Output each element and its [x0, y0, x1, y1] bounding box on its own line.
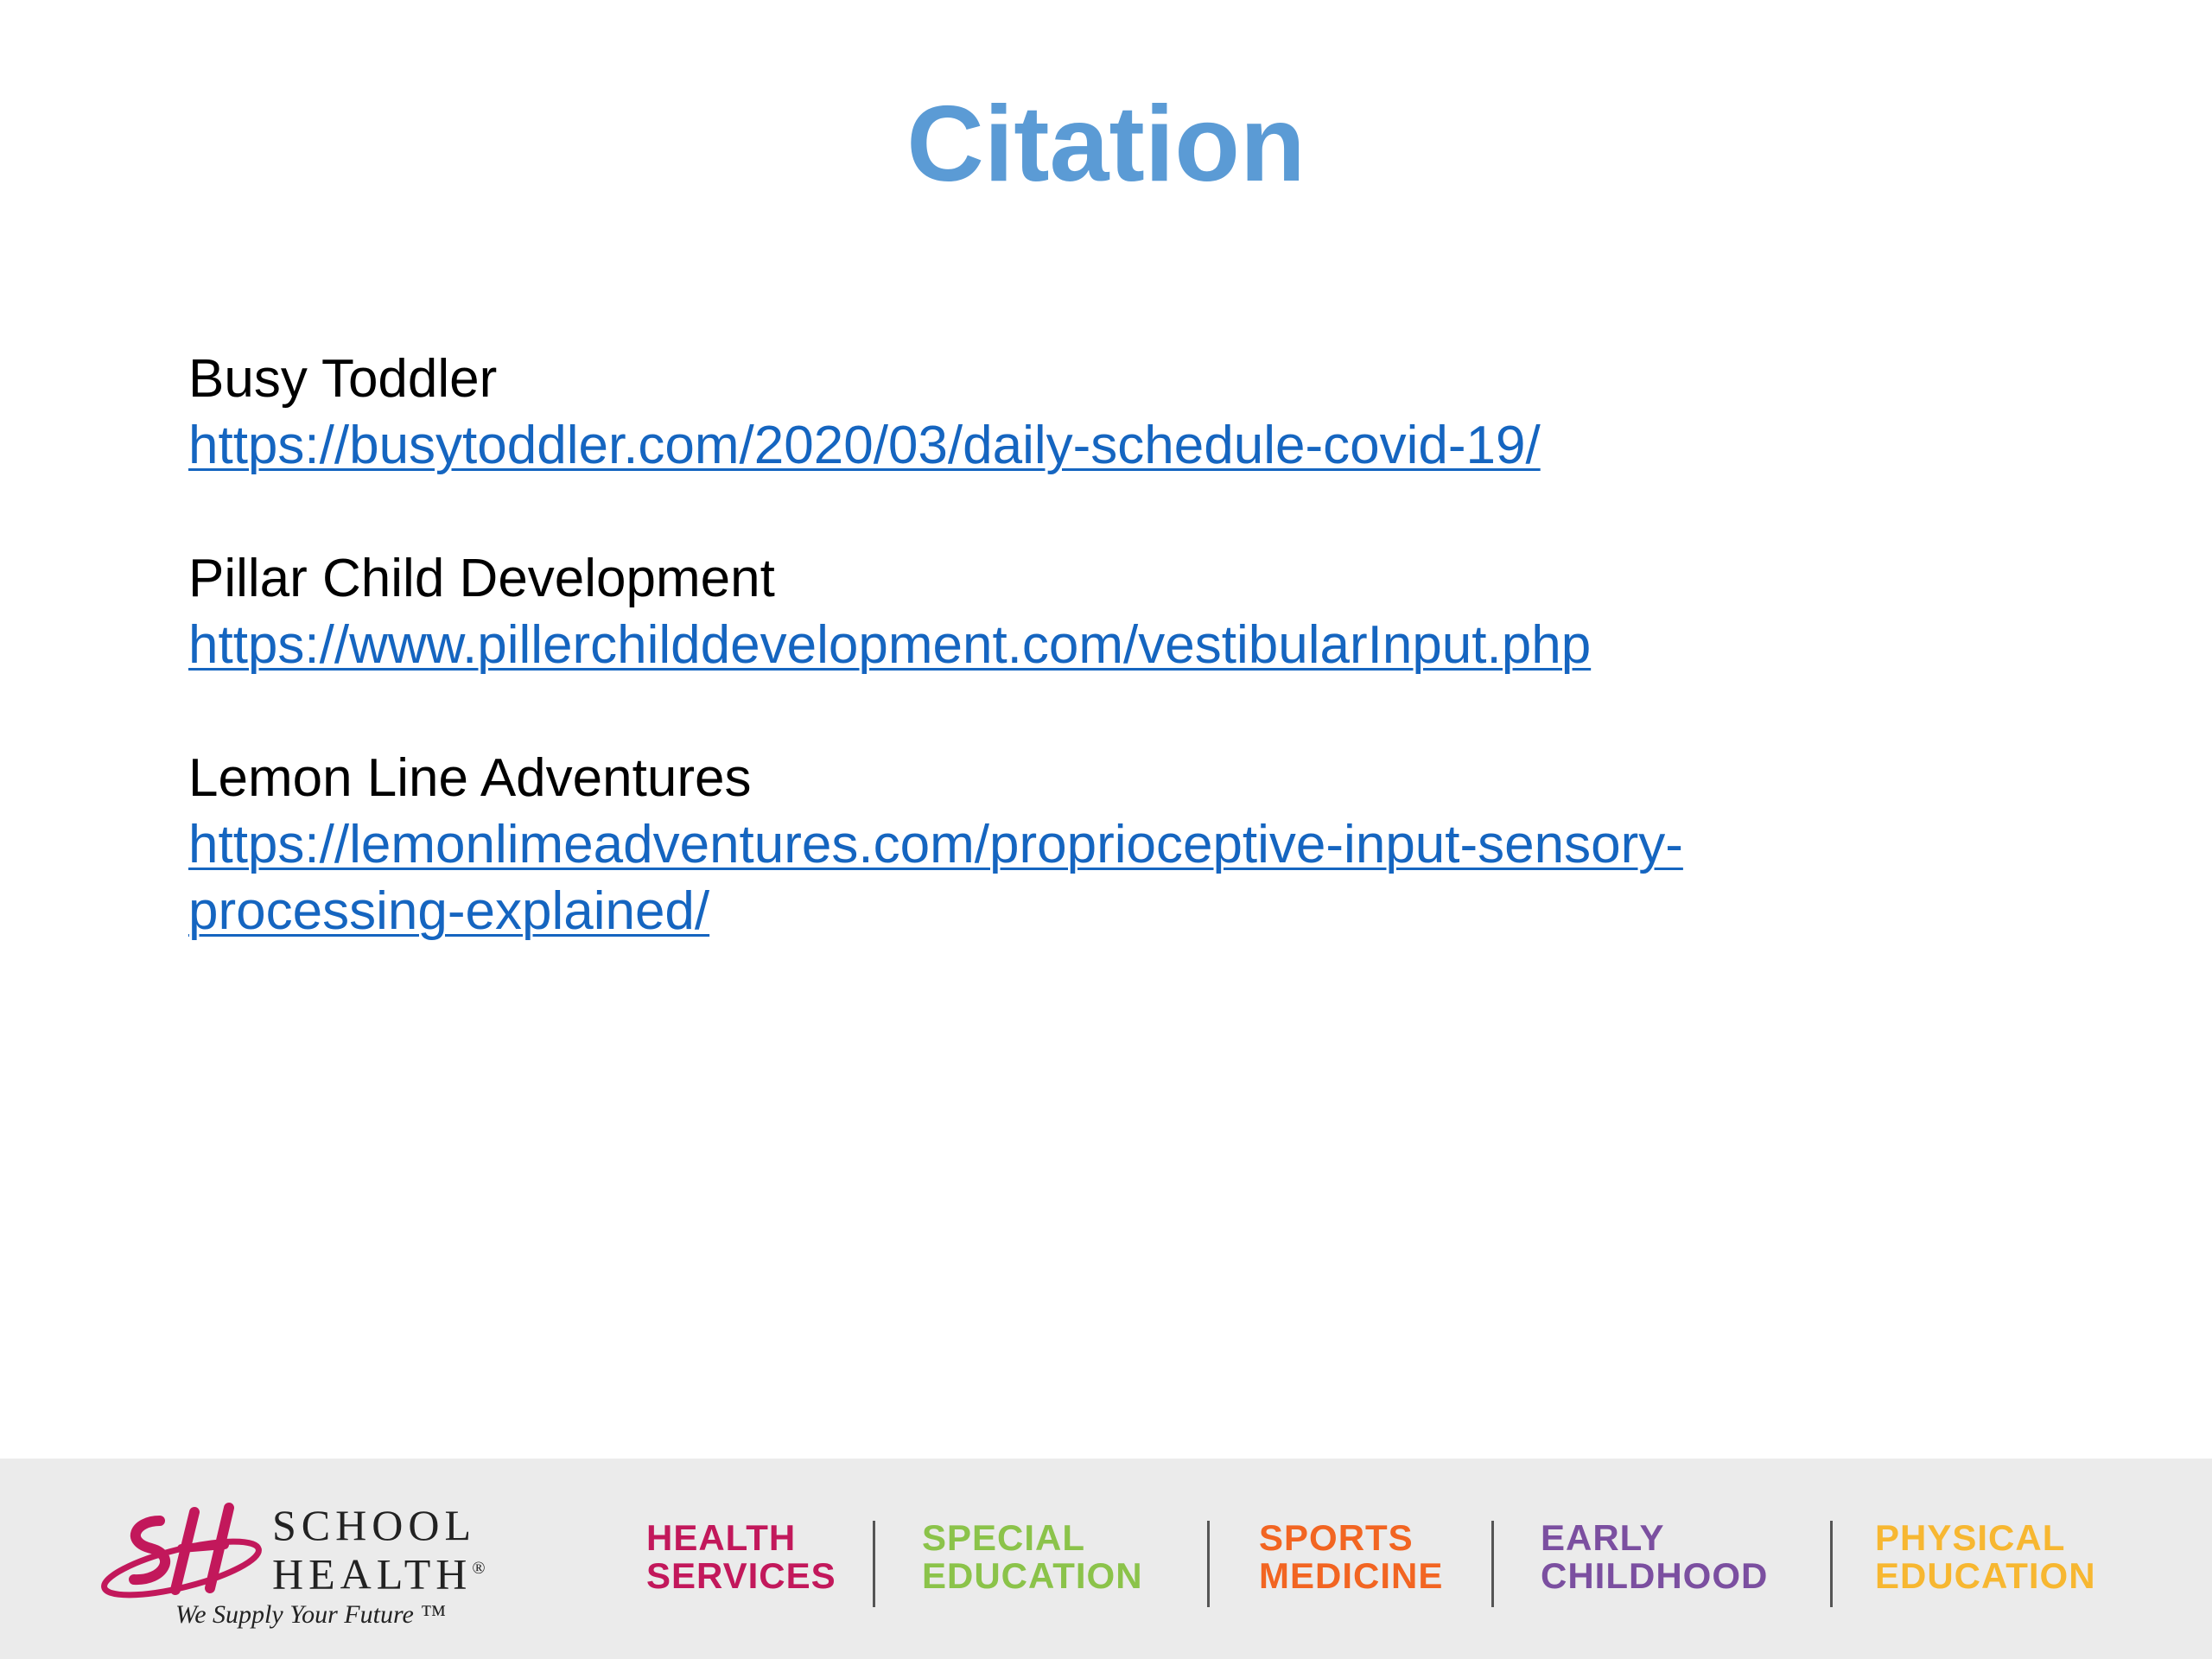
category-sports-medicine: SPORTS MEDICINE [1259, 1517, 1444, 1596]
citation-entry [188, 545, 2003, 678]
logo-health-text: HEALTH [272, 1549, 473, 1599]
citation-link[interactable]: https://www.pillerchilddevelopment.com/vestibularInput.php [188, 615, 1592, 675]
divider [1830, 1521, 1833, 1607]
citation-name: Lemon Line Adventures [188, 748, 752, 808]
category-special-education: SPECIAL EDUCATION [922, 1517, 1143, 1596]
divider [1207, 1521, 1210, 1607]
logo-wordmark [272, 1501, 491, 1599]
school-health-logo [99, 1495, 514, 1642]
citation-entry [188, 346, 2003, 479]
logo-line-health [272, 1547, 491, 1599]
footer-bar [0, 1459, 2212, 1659]
citation-entry [188, 745, 2003, 944]
registered-mark: ® [472, 1559, 491, 1578]
divider [1491, 1521, 1494, 1607]
divider [873, 1521, 875, 1607]
citation-link[interactable]: https://lemonlimeadventures.com/proprioceptive-input-sensory- processing-explained/ [188, 815, 1683, 941]
sh-logo-mark-icon [99, 1495, 272, 1607]
citation-link[interactable]: https://busytoddler.com/2020/03/daily-schedule-covid-19/ [188, 416, 1541, 475]
logo-tagline: We Supply Your Future ™ [175, 1600, 446, 1629]
category-health-services: HEALTH SERVICES [646, 1517, 836, 1596]
citation-name: Busy Toddler [188, 349, 498, 409]
category-early-childhood: EARLY CHILDHOOD [1541, 1517, 1769, 1596]
citation-name: Pillar Child Development [188, 549, 775, 608]
category-physical-education: PHYSICAL EDUCATION [1875, 1517, 2096, 1596]
slide-title: Citation [906, 85, 1306, 204]
logo-line-school: SCHOOL [272, 1501, 477, 1549]
citation-list [188, 346, 2003, 1011]
